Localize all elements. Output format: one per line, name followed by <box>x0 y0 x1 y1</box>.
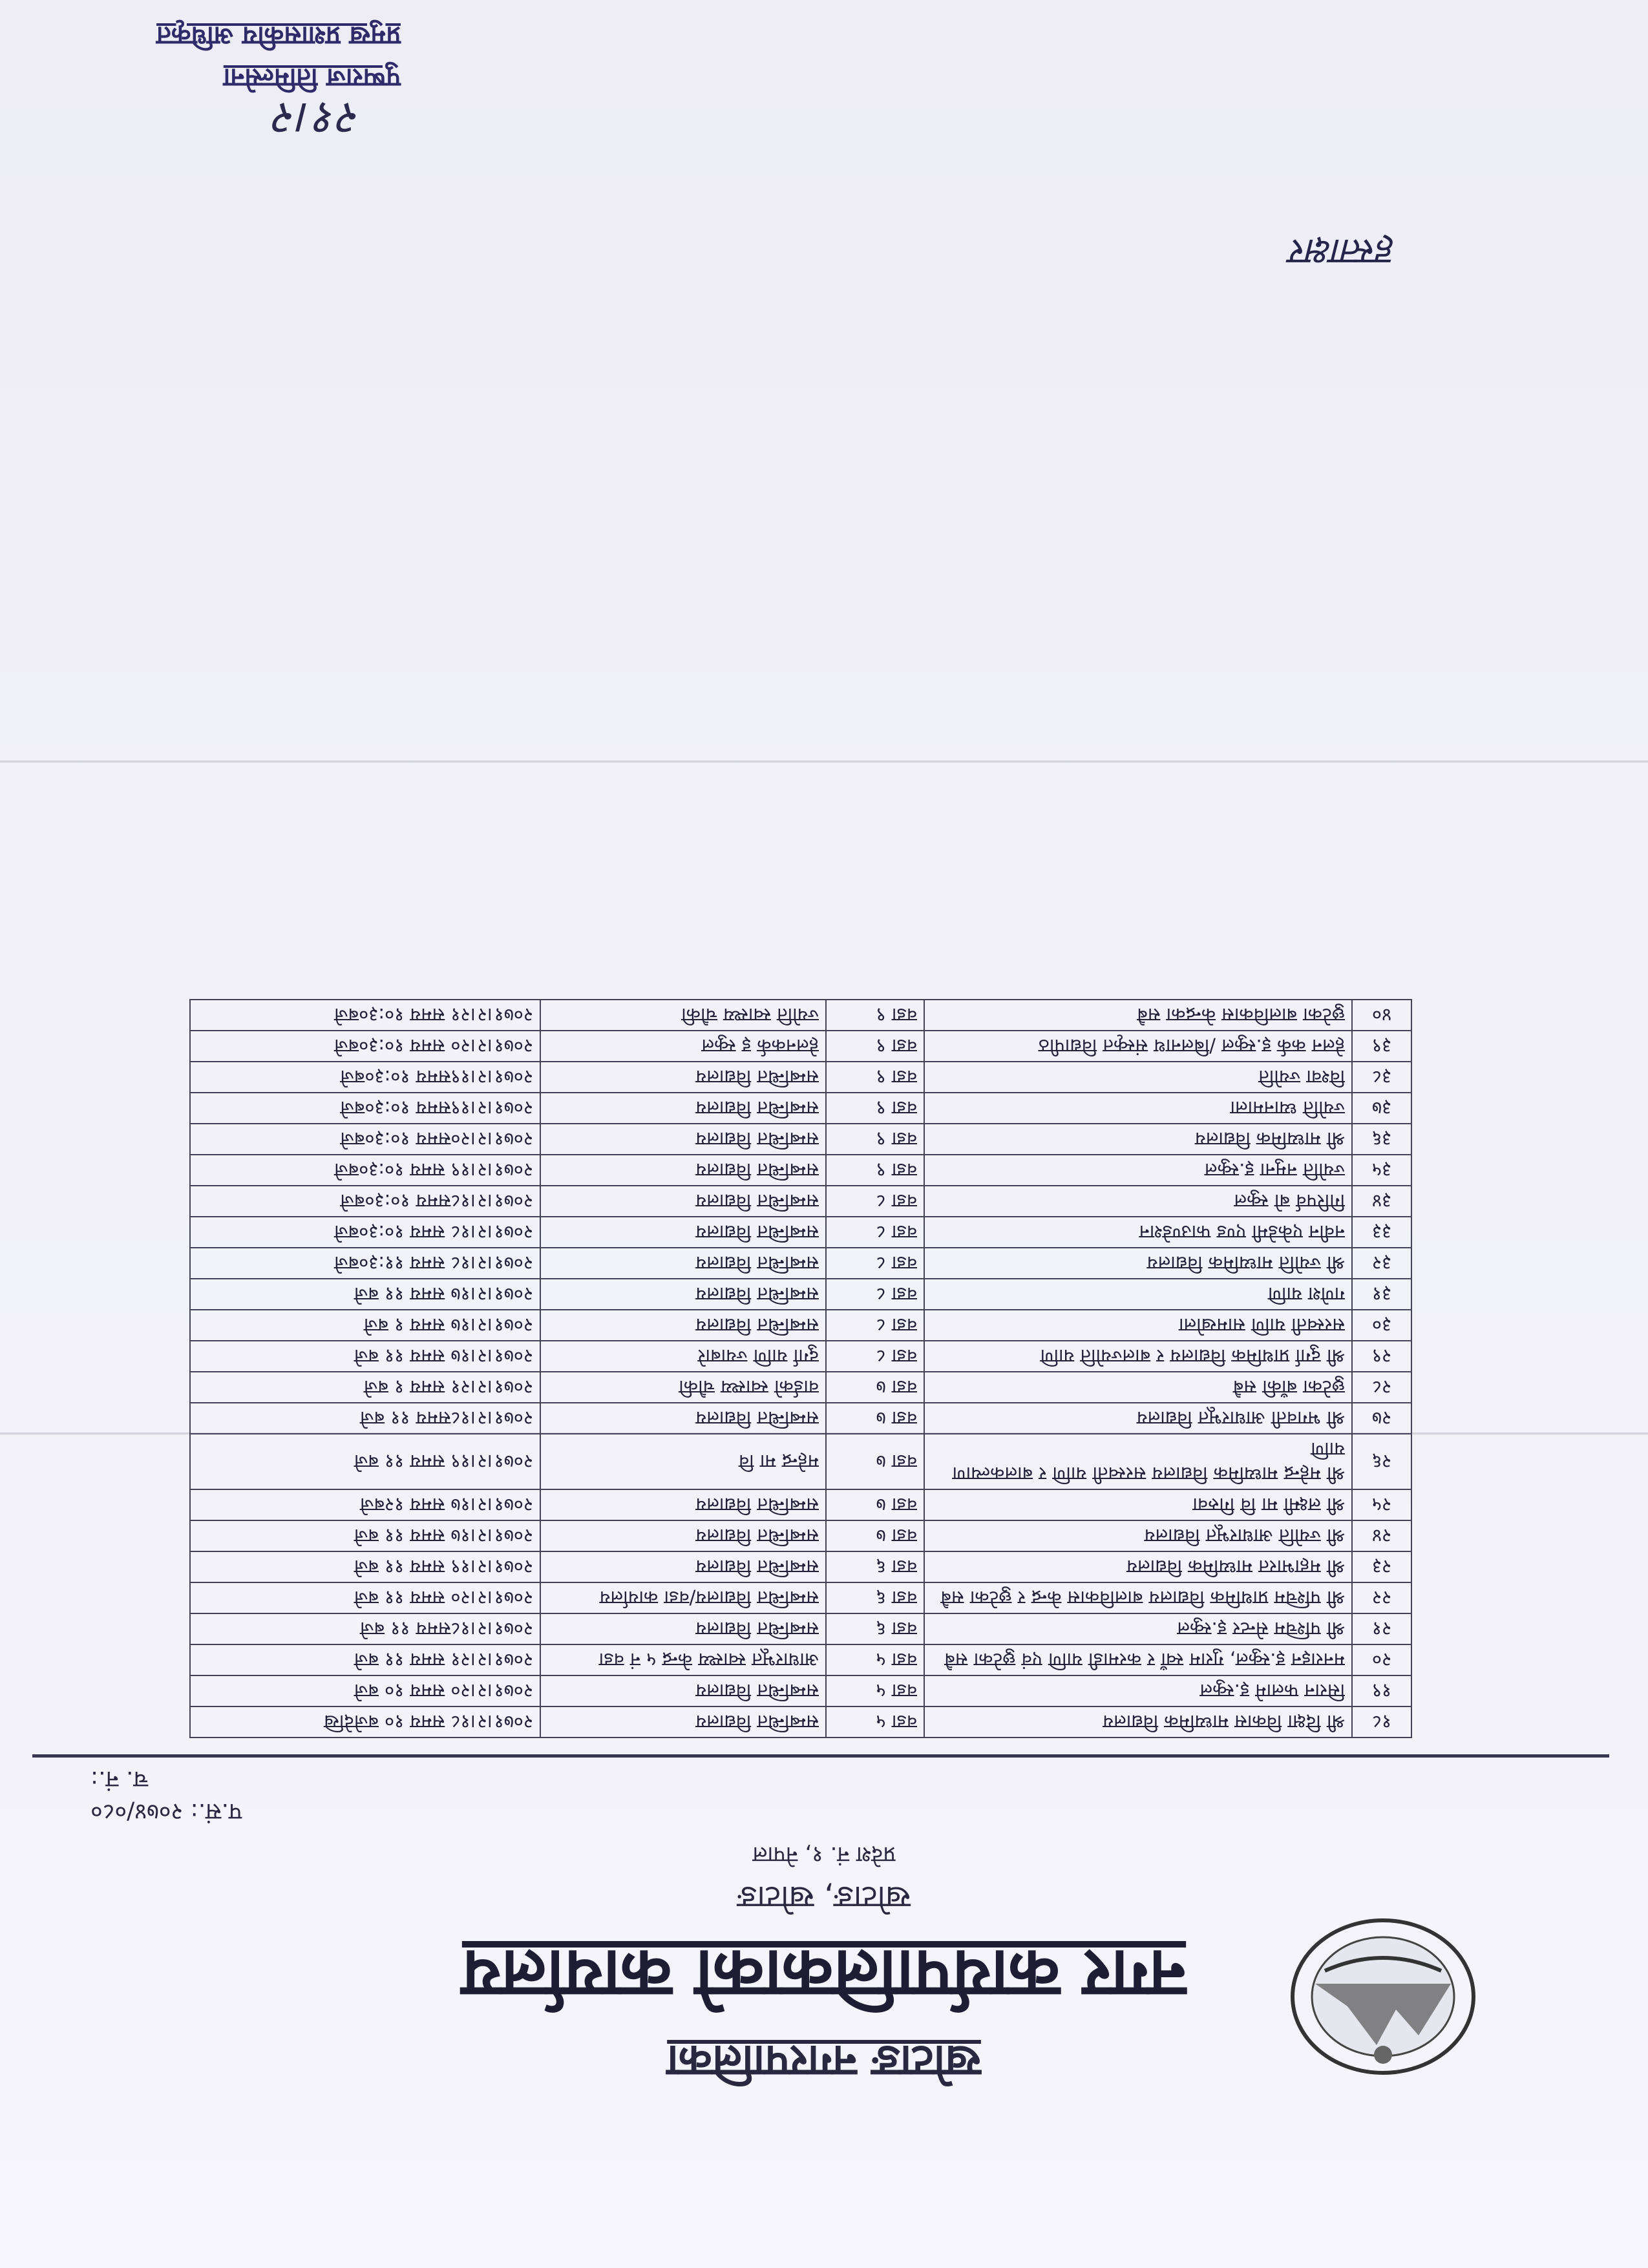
ward-cell: वडा ६ <box>826 1551 924 1582</box>
table-row <box>190 1155 1411 1186</box>
name-cell: श्री महेन्द्र माध्यमिक विद्यालय सरस्वती याणि र बालकल्याण याणि <box>924 1434 1352 1489</box>
ward-cell: वडा ९ <box>826 1155 924 1186</box>
table-row <box>190 1434 1411 1489</box>
datetime-cell: २०७१।२।१७ समय ११ बजे <box>190 1341 540 1372</box>
datetime-cell: २०७१।२।१७ समय ११ बजे <box>190 1279 540 1310</box>
name-cell: श्री दुर्गा प्राथमिक विद्यालय र बालज्योति याणि <box>924 1341 1352 1372</box>
schedule-table-body <box>190 1000 1411 1738</box>
serial-number-cell: ३८ <box>1352 1062 1411 1093</box>
datetime-cell: २०७१।२।२० समय १० बजे <box>190 1675 540 1706</box>
office-address: खोटाङ, खोटाङ <box>737 1879 911 1915</box>
place-cell: सम्बन्धित विद्यालय <box>540 1675 826 1706</box>
name-cell: श्री पश्चिम सेन्टर इ.स्कुल <box>924 1613 1352 1644</box>
datetime-cell: २०७१।२।१८समय ११ बजे <box>190 1613 540 1644</box>
ward-cell: वडा ७ <box>826 1520 924 1551</box>
office-title: नगर कार्यपालिकाको कार्यालय <box>461 1935 1187 2014</box>
serial-number-cell: ३१ <box>1352 1279 1411 1310</box>
org-name: खोटाङ नगरपालिका <box>667 2035 981 2086</box>
serial-number-cell: २५ <box>1352 1489 1411 1520</box>
place-cell: सम्बन्धित विद्यालय <box>540 1062 826 1093</box>
ward-cell: वडा ९ <box>826 1124 924 1155</box>
name-cell: विश्वा ज्योति <box>924 1062 1352 1093</box>
officer-stamp <box>58 19 420 233</box>
datetime-cell: २०७१।२।२१ समय १०:३०बजे <box>190 1000 540 1031</box>
name-cell: गिरिपर्व बो स्कुल <box>924 1186 1352 1217</box>
serial-number-cell: २० <box>1352 1644 1411 1675</box>
ward-cell: वडा ५ <box>826 1706 924 1738</box>
ward-cell: वडा ९ <box>826 1031 924 1062</box>
officer-title: प्रमुख प्रशासकीय अधिकृत <box>156 21 401 50</box>
name-cell: हेलन कर्क इ.स्कुल /बिलनाथ संस्कृत विद्यापीठ <box>924 1031 1352 1062</box>
name-cell: श्री ज्योति आधारभूत विद्यालय <box>924 1520 1352 1551</box>
table-row <box>190 1341 1411 1372</box>
datetime-cell: २०७१।२।२१ समय ११ बजे <box>190 1644 540 1675</box>
ward-cell: वडा ५ <box>826 1675 924 1706</box>
datetime-cell: २०७१।२।२० समय ११ बजे <box>190 1582 540 1613</box>
place-cell: हेलनकर्क इ स्कुल <box>540 1031 826 1062</box>
table-row <box>190 1248 1411 1279</box>
name-cell: सरस्वती याणि सामखोला <box>924 1310 1352 1341</box>
name-cell: ज्योति ध्यानमाला <box>924 1093 1352 1124</box>
place-cell: सम्बन्धित विद्यालय <box>540 1186 826 1217</box>
name-cell: सिरान फलामे इ.स्कुल <box>924 1675 1352 1706</box>
place-cell: सम्बन्धित विद्यालय <box>540 1613 826 1644</box>
table-row <box>190 1186 1411 1217</box>
serial-number-cell: २८ <box>1352 1372 1411 1403</box>
datetime-cell: २०७१।२।२१ समय १ बजे <box>190 1372 540 1403</box>
serial-number-cell: १८ <box>1352 1706 1411 1738</box>
serial-number-cell: २६ <box>1352 1434 1411 1489</box>
table-row <box>190 1310 1411 1341</box>
place-cell: सम्बन्धित विद्यालय <box>540 1279 826 1310</box>
serial-number-cell: २३ <box>1352 1551 1411 1582</box>
place-cell: सम्बन्धित विद्यालय <box>540 1489 826 1520</box>
place-cell: ज्योति स्वास्थ्य चौकी <box>540 1000 826 1031</box>
datetime-cell: २०७१।२।१८समय ११ बजे <box>190 1403 540 1434</box>
dispatch-number: च. नं.: <box>90 1766 149 1792</box>
table-row <box>190 1551 1411 1582</box>
datetime-cell: २०७१।२।१८ समय १० बजेदेखि <box>190 1706 540 1738</box>
ward-cell: वडा ५ <box>826 1644 924 1675</box>
table-row <box>190 1582 1411 1613</box>
place-cell: सम्बन्धित विद्यालय <box>540 1551 826 1582</box>
name-cell: छुटेका बाँकी सबै <box>924 1372 1352 1403</box>
table-row <box>190 1372 1411 1403</box>
datetime-cell: २०७१।२।१९ समय १०:३०बजे <box>190 1155 540 1186</box>
name-cell: श्री पश्चिम प्राथमिक विद्यालय बालविकास केन्द्र र छुटेका सबै <box>924 1582 1352 1613</box>
name-cell: छुटेका बालविकास केन्द्रका सबै <box>924 1000 1352 1031</box>
ward-cell: वडा ९ <box>826 1093 924 1124</box>
table-row <box>190 1031 1411 1062</box>
ward-cell: वडा ९ <box>826 1000 924 1031</box>
name-cell: गणेश याणि <box>924 1279 1352 1310</box>
datetime-cell: २०७१।२।१८ समय १०:३०बजे <box>190 1217 540 1248</box>
place-cell: सम्बन्धित विद्यालय <box>540 1217 826 1248</box>
table-row <box>190 1706 1411 1738</box>
datetime-cell: २०७१।२।२० समय १०:३०बजे <box>190 1031 540 1062</box>
ward-cell: वडा ८ <box>826 1217 924 1248</box>
serial-number-cell: २२ <box>1352 1582 1411 1613</box>
datetime-cell: २०७१।२।१९समय १०:३०बजे <box>190 1093 540 1124</box>
name-cell: श्री महाभारत माध्यमिक विद्यालय <box>924 1551 1352 1582</box>
name-cell: श्री भगवती आधारभूत विद्यालय <box>924 1403 1352 1434</box>
serial-number-cell: ३६ <box>1352 1124 1411 1155</box>
ward-cell: वडा ८ <box>826 1279 924 1310</box>
serial-number-cell: १९ <box>1352 1675 1411 1706</box>
ward-cell: वडा ७ <box>826 1372 924 1403</box>
datetime-cell: २०७१।२।२०समय १०:३०बजे <box>190 1124 540 1155</box>
fold-line <box>0 761 1648 762</box>
place-cell: दुर्गा याणि ज्याबारे <box>540 1341 826 1372</box>
table-row <box>190 1403 1411 1434</box>
table-row <box>190 1062 1411 1093</box>
table-row <box>190 1613 1411 1644</box>
letterhead <box>0 1766 1648 2190</box>
name-cell: श्री दिक्षा विकास माध्यमिक विद्यालय <box>924 1706 1352 1738</box>
header-divider <box>32 1754 1609 1758</box>
place-cell: महेन्द्र मा वि <box>540 1434 826 1489</box>
ward-cell: वडा ८ <box>826 1310 924 1341</box>
serial-number-cell: २१ <box>1352 1613 1411 1644</box>
ward-cell: वडा ८ <box>826 1248 924 1279</box>
ward-cell: वडा ९ <box>826 1062 924 1093</box>
name-cell: श्री ज्योति माध्यमिक विद्यालय <box>924 1248 1352 1279</box>
table-row <box>190 1675 1411 1706</box>
place-cell: सम्बन्धित विद्यालय <box>540 1706 826 1738</box>
datetime-cell: २०७१।२।१९ समय ११ बजे <box>190 1434 540 1489</box>
datetime-cell: २०७१।२।१९समय १०:३०बजे <box>190 1062 540 1093</box>
datetime-cell: २०७१।२।१८ समय ११:३०बजे <box>190 1248 540 1279</box>
officer-initials: २१।२ <box>274 92 362 145</box>
name-cell: श्री लक्ष्मी मा वि गिरुवा <box>924 1489 1352 1520</box>
fiscal-year: प.सं.: २०७४/०८० <box>90 1798 242 1825</box>
name-cell: ज्योति नमुना इ.स्कुल <box>924 1155 1352 1186</box>
datetime-cell: २०७१।२।१७ समय ११ बजे <box>190 1520 540 1551</box>
place-cell: सम्बन्धित विद्यालय <box>540 1155 826 1186</box>
serial-number-cell: ३५ <box>1352 1155 1411 1186</box>
place-cell: सम्बन्धित विद्यालय <box>540 1520 826 1551</box>
name-cell: मनराइन इ.स्कुल, गुराम स्वाँ र करमाडी याणि एवं छुटेका सबै <box>924 1644 1352 1675</box>
place-cell: वार्डको स्वास्थ्य चौकी <box>540 1372 826 1403</box>
table-row <box>190 1000 1411 1031</box>
serial-number-cell: ३७ <box>1352 1093 1411 1124</box>
ward-cell: वडा ७ <box>826 1403 924 1434</box>
serial-number-cell: २९ <box>1352 1341 1411 1372</box>
place-cell: सम्बन्धित विद्यालय <box>540 1124 826 1155</box>
serial-number-cell: ४० <box>1352 1000 1411 1031</box>
name-cell: श्री माध्यमिक विद्यालय <box>924 1124 1352 1155</box>
table-row <box>190 1279 1411 1310</box>
place-cell: सम्बन्धित विद्यालय <box>540 1310 826 1341</box>
place-cell: सम्बन्धित विद्यालय <box>540 1248 826 1279</box>
officer-name: पुष्पराज तिमिल्सेना <box>223 63 401 92</box>
schedule-table <box>189 999 1412 1738</box>
place-cell: सम्बन्धित विद्यालय <box>540 1403 826 1434</box>
place-cell: सम्बन्धित विद्यालय <box>540 1093 826 1124</box>
place-cell: आधारभूत स्वास्थ्य केन्द्र ५ नं वडा <box>540 1644 826 1675</box>
serial-number-cell: ३४ <box>1352 1186 1411 1217</box>
serial-number-cell: २७ <box>1352 1403 1411 1434</box>
serial-number-cell: २४ <box>1352 1520 1411 1551</box>
ward-cell: वडा ७ <box>826 1489 924 1520</box>
name-cell: नवीन एकेडेमी एण्ड फाउण्डेशन <box>924 1217 1352 1248</box>
datetime-cell: २०७१।२।१९ समय ११ बजे <box>190 1551 540 1582</box>
ward-cell: वडा ६ <box>826 1582 924 1613</box>
handwritten-signature: हस्ताक्षर <box>1292 231 1396 273</box>
place-cell: सम्बन्धित विद्यालय/वडा कार्यालय <box>540 1582 826 1613</box>
table-row <box>190 1489 1411 1520</box>
ward-cell: वडा ८ <box>826 1186 924 1217</box>
office-province: प्रदेश नं. १, नेपाल <box>752 1842 896 1867</box>
table-row <box>190 1093 1411 1124</box>
ward-cell: वडा ६ <box>826 1613 924 1644</box>
serial-number-cell: ३९ <box>1352 1031 1411 1062</box>
datetime-cell: २०७१।२।१७ समय १२बजे <box>190 1489 540 1520</box>
table-row <box>190 1644 1411 1675</box>
serial-number-cell: ३० <box>1352 1310 1411 1341</box>
datetime-cell: २०७१।२।१८समय १०:३०बजे <box>190 1186 540 1217</box>
table-row <box>190 1124 1411 1155</box>
serial-number-cell: ३३ <box>1352 1217 1411 1248</box>
ward-cell: वडा ८ <box>826 1341 924 1372</box>
serial-number-cell: ३२ <box>1352 1248 1411 1279</box>
table-row <box>190 1520 1411 1551</box>
table-row <box>190 1217 1411 1248</box>
datetime-cell: २०७१।२।१७ समय १ बजे <box>190 1310 540 1341</box>
ward-cell: वडा ७ <box>826 1434 924 1489</box>
